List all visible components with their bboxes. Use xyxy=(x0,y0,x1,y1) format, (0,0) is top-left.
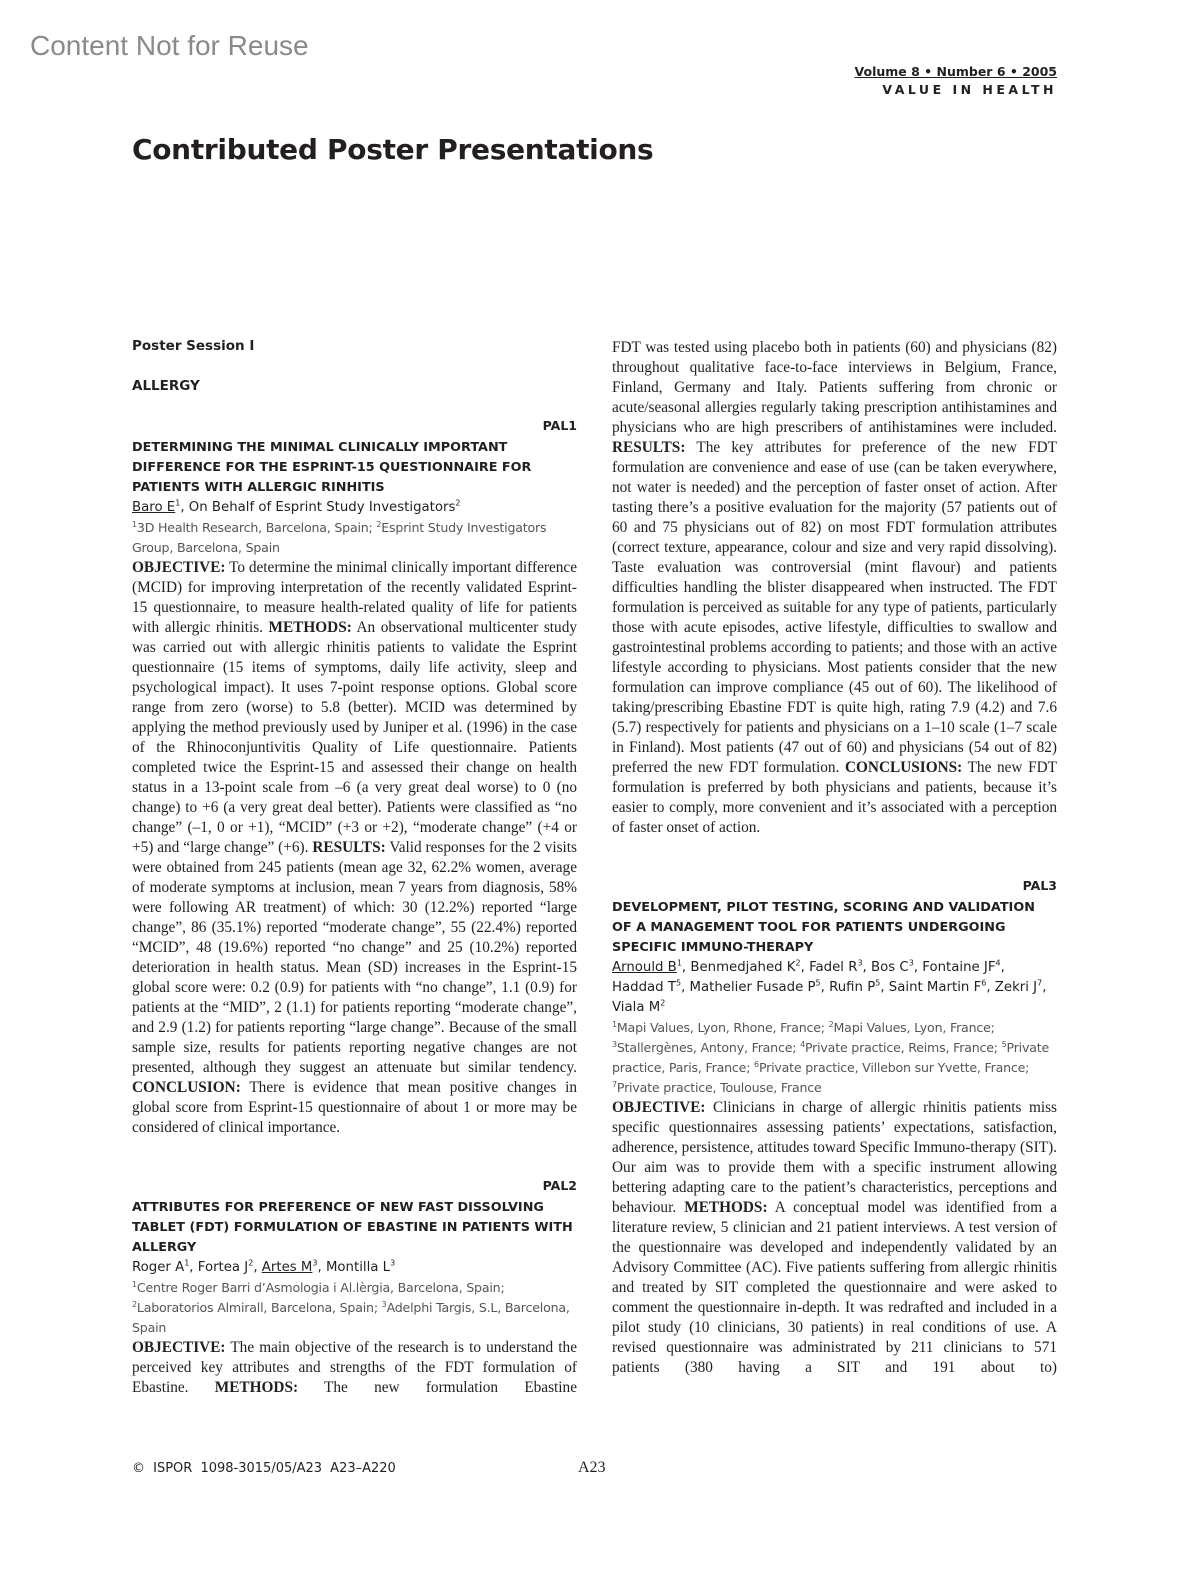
abstract-code: PAL3 xyxy=(1022,878,1057,893)
author-name: Haddad T xyxy=(612,980,676,995)
section-label: METHODS: xyxy=(684,1199,768,1216)
author-name: On Behalf of Esprint Study Investigators xyxy=(188,500,456,515)
volume-info: Volume 8 • Number 6 • 2005 xyxy=(854,64,1057,79)
section-text: FDT was tested using placebo both in patients (60) and physicians (82) throughout qualitative face-to-face interviews in Belgium, France, Finland, Germany and Italy. Patients suffering from chronic or acute/seasonal allergies regularly taking prescription antihistamines and physicians who are high prescribers of antihistamines were included. xyxy=(612,339,1057,436)
abstract-code: PAL1 xyxy=(542,418,577,433)
affiliation-mark: 1 xyxy=(132,519,137,529)
abstract-title: ATTRIBUTES FOR PREFERENCE OF NEW FAST DISSOLVING TABLET (FDT) FORMULATION OF EBASTINE IN PATIENTS WITH ALLERGY xyxy=(132,1200,573,1255)
author-affiliation-mark: 2 xyxy=(455,498,461,508)
journal-header xyxy=(854,64,1057,97)
affiliation-text: Centre Roger Barri d’Asmologia i Al.lèrgia, Barcelona, Spain; xyxy=(136,1280,505,1295)
section-label: CONCLUSIONS: xyxy=(844,759,963,776)
affiliation-mark: 1 xyxy=(132,1279,137,1289)
section-text: Valid responses for the 2 visits were obtained from 245 patients (mean age 32, 62.2% women, average of moderate symptoms at inclusion, mean 7 years from diagnosis, 58% were following AR treatment) of which: 30 (12.2%) reported “large change”, 86 (35.1%) reported “moderate change”, 55 (22.4%) reported “MCID”, 48 (19.6%) reported “no change” and 25 (10.2%) reported deterioration in health status. Mean (SD) increases in the Esprint-15 global score were: 0.2 (0.9) for patients with “no change”, 1.1 (0.9) for patients at the “MID”, 2 (1.1) for patients reporting “moderate change”, and 2.9 (1.2) for patients reporting “large change”. Because of the small sample size, results for patients reporting negative changes are not presented, although they suggest an attenuate but similar tendency. xyxy=(132,839,577,1076)
author-affiliation-mark: 1 xyxy=(184,1258,190,1268)
section-text: There is evidence that mean positive changes in global score from Esprint-15 questionnaire of about 1 or more may be considered of clinical importance. xyxy=(132,1079,577,1136)
author-affiliation-mark: 1 xyxy=(676,958,682,968)
author-affiliation-mark: 7 xyxy=(1037,978,1043,988)
abstract-authors xyxy=(132,498,577,518)
author-name: Roger A xyxy=(132,1260,185,1275)
watermark: Content Not for Reuse xyxy=(30,30,309,61)
author-affiliation-mark: 5 xyxy=(875,978,881,988)
affiliation-mark: 1 xyxy=(612,1019,617,1029)
page-title: Contributed Poster Presentations xyxy=(132,133,654,166)
section-text: Clinicians in charge of allergic rhinitis patients miss specific questionnaires assessing patients’ expectations, satisfaction, adherence, persistence, attitudes toward Specific Immuno-therapy (SIT). Our aim was to provide them with a specific instrument allowing bettering adapting care to the patient’s characteristics, perceptions and behaviour. xyxy=(612,1099,1057,1216)
author-name: Montilla L xyxy=(325,1260,391,1275)
section-text: To determine the minimal clinically important difference (MCID) for improving interpretation of the recently validated Esprint-15 questionnaire, to measure health-related quality of life for patients with allergic rhinitis. xyxy=(132,559,577,636)
abstract-body xyxy=(132,558,577,1138)
author-separator: , xyxy=(681,960,691,975)
author-name: Fortea J xyxy=(197,1260,249,1275)
abstract-code: PAL2 xyxy=(542,1178,577,1193)
author-name: Viala M xyxy=(612,1000,661,1015)
author-name: Zekri J xyxy=(994,980,1038,995)
author-affiliation-mark: 6 xyxy=(981,978,987,988)
affiliation-text: Private practice, Paris, France; xyxy=(612,1040,1050,1075)
section-text: An observational multicenter study was carried out with allergic rhinitis patients to validate the Esprint questionnaire (15 items of symptoms, daily life activity, sleep and psychological impact). It uses 7-point response options. Global score range from zero (worse) to 5.8 (better). MCID was determined by applying the method previously used by Juniper et al. (1996) in the case of the Rhinoconjuntivitis Quality of Life questionnaire. Patients completed twice the Esprint-15 and assessed their change on health status in a 13-point scale from –6 (a very great deal worse) to 0 (no change) to +6 (a very great deal better). Patients were classified as “no change” (–1, 0 or +1), “MCID” (+3 or +2), “moderate change” (+4 or +5) and “large change” (+6). xyxy=(132,619,577,856)
affiliation-text: Stallergènes, Antony, France; xyxy=(616,1040,801,1055)
section-label: RESULTS: xyxy=(312,839,386,856)
affiliation-text: Mapi Values, Lyon, France; xyxy=(833,1020,995,1035)
abstract-pal3 xyxy=(612,878,1057,1378)
section-label: OBJECTIVE: xyxy=(132,1339,226,1356)
affiliation-mark: 2 xyxy=(376,519,382,529)
affiliation-mark: 2 xyxy=(132,1299,137,1309)
author-name: Artes M xyxy=(261,1260,313,1275)
right-column xyxy=(612,338,1057,1378)
section-text: The key attributes for preference of the new FDT formulation are convenience and ease of use (can be taken everywhere, not water is needed) and the perception of faster onset of action. After tasting there’s a positive evaluation for the majority (57 patients out of 60 and 75 physicians out of 82) on most FDT formulation attributes (correct texture, appearance, colour and size and very rapid dissolving). Taste evaluation was controversial (mint flavour) and patients difficulties handling the blister disappeared when instructed. The FDT formulation is perceived as suitable for any type of patients, particularly those with acute episodes, active lifestyle, difficulties to swallow and gastrointestinal problems according to patients; and those with an active lifestyle according to physicians. Most patients consider that the new formulation can improve compliance (45 out of 60). The likelihood of taking/prescribing Ebastine FDT is quite high, rating 7.9 (4.2) and 7.6 (5.7) respectively for patients and physicians on a 1–10 scale (1–7 scale in Finland). Most patients (47 out of 60) and physicians (54 out of 82) preferred the new FDT formulation. xyxy=(612,439,1057,776)
author-name: Fadel R xyxy=(809,960,858,975)
affiliation-text: Private practice, Villebon sur Yvette, France; xyxy=(758,1060,1030,1075)
author-affiliation-mark: 5 xyxy=(815,978,821,988)
author-name: Saint Martin F xyxy=(888,980,982,995)
abstract-body xyxy=(612,1098,1057,1378)
affiliation-mark: 5 xyxy=(1001,1039,1007,1049)
author-separator: , xyxy=(862,960,872,975)
affiliation-mark: 4 xyxy=(800,1039,805,1049)
journal-name: VALUE IN HEALTH xyxy=(882,82,1057,97)
footer-citation: © ISPOR 1098-3015/05/A23 A23–A220 xyxy=(132,1461,396,1476)
section-heading: ALLERGY xyxy=(132,378,200,394)
abstract-body-continued xyxy=(612,338,1057,838)
affiliation-mark: 2 xyxy=(828,1019,834,1029)
author-name: Fontaine JF xyxy=(922,960,996,975)
abstract-title: DEVELOPMENT, PILOT TESTING, SCORING AND VALIDATION OF A MANAGEMENT TOOL FOR PATIENTS UNDERGOING SPECIFIC IMMUNO-THERAPY xyxy=(612,900,1035,955)
section-text: The new FDT formulation is preferred by both physicians and patients, because it’s easier to comply, more convenient and it’s associated with a perception of faster onset of action. xyxy=(612,759,1057,836)
abstract-authors xyxy=(132,1258,577,1278)
affiliation-text: Mapi Values, Lyon, Rhone, France; xyxy=(616,1020,829,1035)
author-affiliation-mark: 2 xyxy=(795,958,801,968)
section-label: OBJECTIVE: xyxy=(612,1099,706,1116)
author-separator: , xyxy=(1000,960,1005,975)
abstract-title: DETERMINING THE MINIMAL CLINICALLY IMPORTANT DIFFERENCE FOR THE ESPRINT-15 QUESTIONNAIRE FOR PATIENTS WITH ALLERGIC RINHITIS xyxy=(132,440,532,495)
author-affiliation-mark: 3 xyxy=(312,1258,318,1268)
author-separator: , xyxy=(1042,980,1047,995)
author-affiliation-mark: 2 xyxy=(660,998,666,1008)
session-heading: Poster Session I xyxy=(132,338,255,354)
abstract-affiliations xyxy=(132,518,577,558)
author-separator: , xyxy=(880,980,889,995)
author-separator: , xyxy=(180,500,189,515)
author-affiliation-mark: 3 xyxy=(390,1258,396,1268)
page-number: A23 xyxy=(578,1459,606,1476)
affiliation-mark: 7 xyxy=(612,1079,617,1089)
abstract-pal1 xyxy=(132,418,577,1138)
author-separator: , xyxy=(820,980,830,995)
author-name: Mathelier Fusade P xyxy=(689,980,816,995)
affiliation-mark: 3 xyxy=(381,1299,387,1309)
section-label: METHODS: xyxy=(214,1379,299,1396)
author-separator: , xyxy=(913,960,923,975)
author-name: Arnould B xyxy=(612,960,677,975)
author-affiliation-mark: 1 xyxy=(175,498,181,508)
section-label: METHODS: xyxy=(268,619,352,636)
author-separator: , xyxy=(317,1260,326,1275)
author-affiliation-mark: 2 xyxy=(248,1258,254,1268)
author-separator: , xyxy=(253,1260,262,1275)
author-name: Rufin P xyxy=(829,980,876,995)
section-text: The new formulation Ebastine xyxy=(298,1379,577,1396)
section-text: The main objective of the research is to understand the perceived key attributes and strengths of the FDT formulation of Ebastine. xyxy=(132,1339,577,1396)
section-label: RESULTS: xyxy=(612,439,686,456)
abstract-affiliations xyxy=(612,1018,1057,1098)
abstract-body xyxy=(132,1338,577,1398)
affiliation-mark: 3 xyxy=(612,1039,617,1049)
section-label: OBJECTIVE: xyxy=(132,559,226,576)
affiliation-text: 3D Health Research, Barcelona, Spain; xyxy=(136,520,377,535)
affiliation-text: Esprint Study Investigators Group, Barcelona, Spain xyxy=(132,520,547,555)
author-separator: , xyxy=(986,980,995,995)
affiliation-text: Private practice, Toulouse, France xyxy=(616,1080,822,1095)
author-name: Baro E xyxy=(132,500,176,515)
abstract-pal2 xyxy=(132,1178,577,1398)
affiliation-text: Laboratorios Almirall, Barcelona, Spain; xyxy=(136,1300,382,1315)
author-affiliation-mark: 4 xyxy=(995,958,1001,968)
affiliation-mark: 6 xyxy=(754,1059,759,1069)
affiliation-text: Private practice, Reims, France; xyxy=(804,1040,1002,1055)
affiliation-text: Adelphi Targis, S.L, Barcelona, Spain xyxy=(132,1300,570,1335)
left-column xyxy=(132,338,577,1398)
author-separator: , xyxy=(800,960,810,975)
author-affiliation-mark: 5 xyxy=(675,978,682,988)
author-affiliation-mark: 3 xyxy=(857,958,863,968)
abstract-authors xyxy=(612,958,1057,1018)
abstract-affiliations xyxy=(132,1278,577,1338)
author-name: Bos C xyxy=(871,960,909,975)
section-text: A conceptual model was identified from a literature review, 5 clinician and 21 patient interviews. A test version of the questionnaire was developed and independently validated by an Advisory Committee (AC). Five patients suffering from allergic rhinitis and treated by SIT completed the questionnaire and were asked to comment the questionnaire in-depth. It was redrafted and included in a pilot study (10 clinicians, 30 patients) in real conditions of use. A revised questionnaire was administrated by 211 clinicians to 571 patients (380 having a SIT and 191 about to) xyxy=(612,1199,1057,1376)
author-separator: , xyxy=(189,1260,198,1275)
author-name: Benmedjahed K xyxy=(690,960,796,975)
author-separator: , xyxy=(681,980,690,995)
author-affiliation-mark: 3 xyxy=(908,958,914,968)
section-label: CONCLUSION: xyxy=(132,1079,241,1096)
